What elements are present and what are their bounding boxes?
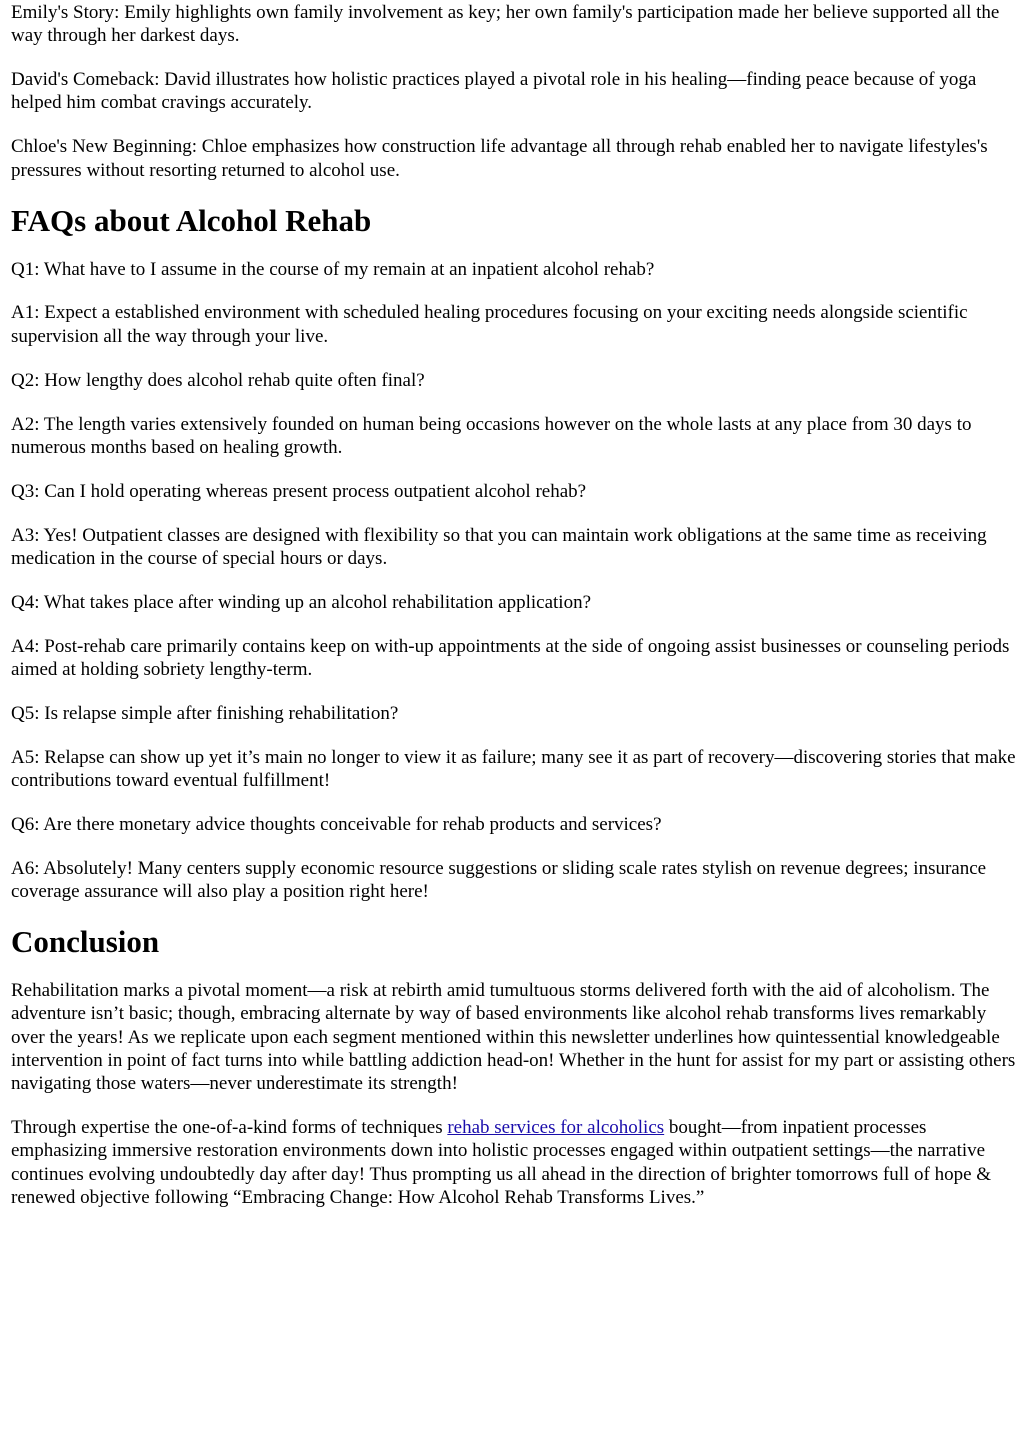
story-david: David's Comeback: David illustrates how holistic practices played a pivotal role in his healing—finding peace because of yoga helped him combat cravings accurately. <box>11 69 977 114</box>
faq-answer-6: A6: Absolutely! Many centers supply economic resource suggestions or sliding scale rates stylish on revenue degrees; insurance coverage assurance will also play a position right here! <box>11 857 987 903</box>
story-emily: Emily's Story: Emily highlights own family involvement as key; her own family's participation made her believe supported all the way through her darkest days. <box>11 2 1000 47</box>
faq-question-3: Q3: Can I hold operating whereas present process outpatient alcohol rehab? <box>11 480 587 502</box>
faq-question-2: Q2: How lengthy does alcohol rehab quite often final? <box>11 369 425 391</box>
conclusion-paragraph-1: Rehabilitation marks a pivotal moment—a risk at rebirth amid tumultuous storms delivered forth with the aid of alcoholism. The adventure isn’t basic; though, embracing alternate by way of based environments like alcohol rehab transforms lives remarkably over the years! As we replicate upon each segment mentioned within this newsletter underlines how quintessential knowledgeable intervention in point of fact turns into while battling addiction head-on! Whether in the hunt for assist for my part or assisting others navigating those waters—never underestimate its strength! <box>11 980 1016 1095</box>
conclusion-text-before-link: Through expertise the one-of-a-kind forms of techniques <box>11 1117 448 1139</box>
rehab-services-link[interactable]: rehab services for alcoholics <box>447 1117 665 1139</box>
conclusion-heading: Conclusion <box>11 924 160 960</box>
story-chloe: Chloe's New Beginning: Chloe emphasizes how construction life advantage all through rehab enabled her to navigate lifestyles's pressures without resorting returned to alcohol use. <box>11 136 988 181</box>
conclusion-paragraph-2 <box>11 1116 1019 1209</box>
faq-answer-3: A3: Yes! Outpatient classes are designed with flexibility so that you can maintain work obligations at the same time as receiving medication in the course of special hours or days. <box>11 524 987 569</box>
faq-answer-4: A4: Post-rehab care primarily contains keep on with-up appointments at the side of ongoing assist businesses or counseling periods aimed at holding sobriety lengthy-term. <box>11 635 1010 680</box>
faq-answer-2: A2: The length varies extensively founded on human being occasions however on the whole lasts at any place from 30 days to numerous months based on healing growth. <box>11 413 972 458</box>
article-page <box>0 1 1019 1209</box>
faq-question-5: Q5: Is relapse simple after finishing rehabilitation? <box>11 702 399 724</box>
faq-question-6: Q6: Are there monetary advice thoughts conceivable for rehab products and services? <box>11 813 662 835</box>
faq-heading: FAQs about Alcohol Rehab <box>11 202 372 238</box>
faq-answer-1: A1: Expect a established environment with scheduled healing procedures focusing on your exciting needs alongside scientific supervision all the way through your live. <box>11 302 968 347</box>
faq-question-4: Q4: What takes place after winding up an alcohol rehabilitation application? <box>11 591 592 613</box>
faq-answer-5: A5: Relapse can show up yet it’s main no longer to view it as failure; many see it as part of recovery—discovering stories that make contributions toward eventual fulfillment! <box>11 746 1016 792</box>
conclusion-text-after-link: bought—from inpatient processes emphasizing immersive restoration environments down into holistic processes engaged within outpatient settings—the narrative continues evolving undoubtedly day after day! Thus prompting us all ahead in the direction of brighter tomorrows full of hope & renewed objective following “Embracing Change: How Alcohol Rehab Transforms Lives.” <box>11 1117 992 1208</box>
faq-question-1: Q1: What have to I assume in the course of my remain at an inpatient alcohol rehab? <box>11 258 655 280</box>
